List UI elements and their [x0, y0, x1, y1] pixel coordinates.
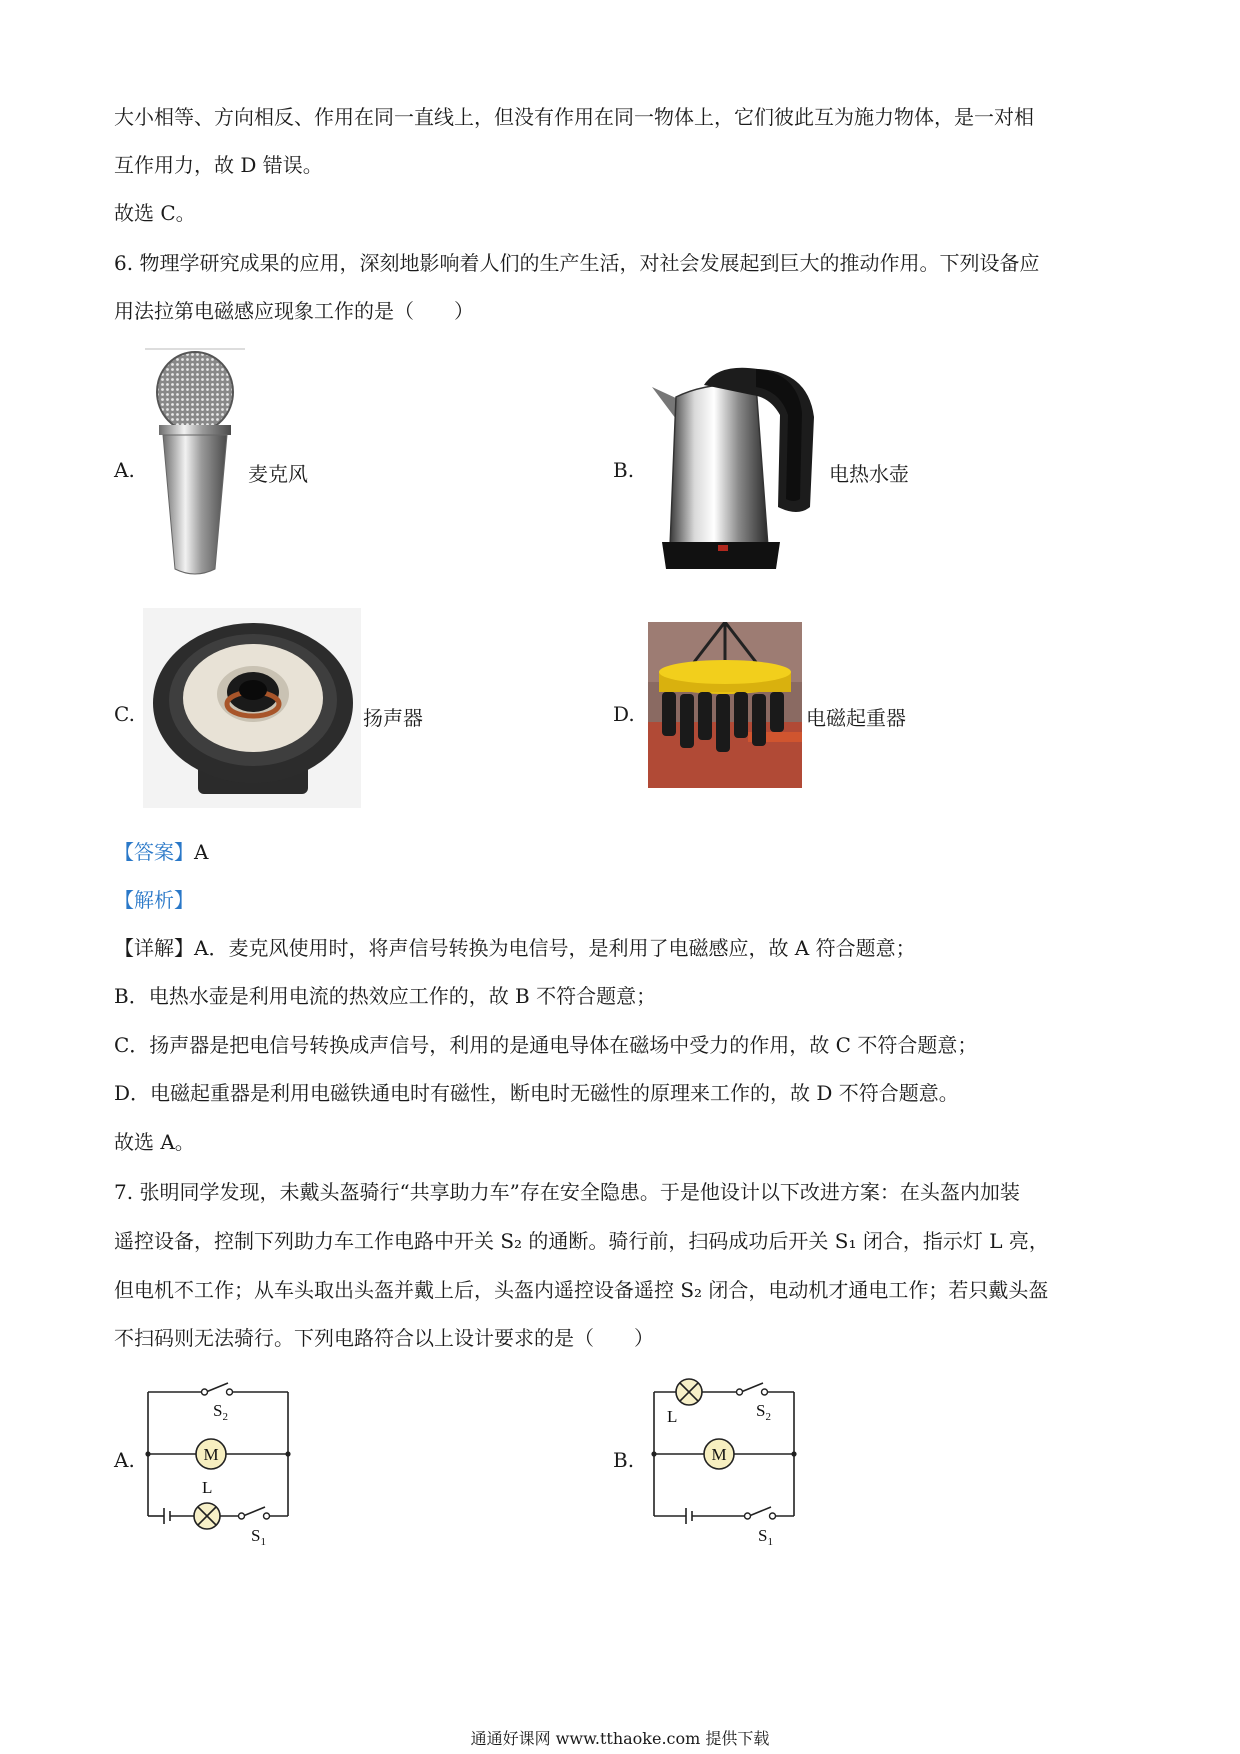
detail-tag: 【详解】: [114, 936, 194, 960]
analysis-tag: 【解析】: [114, 888, 194, 912]
option-b-letter: B.: [613, 458, 635, 482]
electromagnetic-crane-icon: [648, 622, 802, 788]
question-7-stem: 但电机不工作；从车头取出头盔并戴上后，头盔内遥控设备遥控 S₂ 闭合，电动机才通电工作；若只戴头盔: [114, 1278, 1049, 1302]
motor-label: M: [711, 1445, 727, 1464]
lamp-label: L: [202, 1478, 213, 1497]
option-d-label: 电磁起重器: [806, 706, 906, 730]
circuit-b-letter: B.: [613, 1448, 635, 1472]
s2-label: $S_2$: [756, 1401, 771, 1423]
circuit-a-letter: A.: [114, 1448, 135, 1472]
lamp-icon: [676, 1379, 702, 1405]
question-6-stem: 6. 物理学研究成果的应用，深刻地影响着人们的生产生活，对社会发展起到巨大的推动作用。下列设备应: [114, 251, 1040, 275]
text-line: 故选 C。: [114, 201, 196, 225]
detail-c: C．扬声器是把电信号转换成声信号，利用的是通电导体在磁场中受力的作用，故 C 不符合题意；: [114, 1033, 978, 1057]
detail-line: [114, 934, 916, 962]
motor-label: M: [203, 1445, 219, 1464]
lamp-icon: [194, 1503, 220, 1529]
s1-label: $S_1$: [758, 1526, 773, 1546]
question-7-stem: 不扫码则无法骑行。下列电路符合以上设计要求的是（ ）: [114, 1326, 654, 1350]
microphone-icon: [145, 347, 245, 579]
text-line: 互作用力，故 D 错误。: [114, 153, 323, 177]
conclusion: 故选 A。: [114, 1130, 195, 1154]
text-line: 大小相等、方向相反、作用在同一直线上，但没有作用在同一物体上，它们彼此互为施力物体，是一对相: [114, 105, 1034, 129]
page-footer: 通通好课网 www.tthaoke.com 提供下载: [470, 1729, 770, 1748]
answer-line: [114, 838, 208, 866]
option-b-label: 电热水壶: [829, 462, 909, 486]
question-7-stem: 7. 张明同学发现，未戴头盔骑行“共享助力车”存在安全隐患。于是他设计以下改进方案：在头盔内加装: [114, 1180, 1020, 1204]
question-6-stem: 用法拉第电磁感应现象工作的是（ ）: [114, 299, 474, 323]
s2-label: $S_2$: [213, 1401, 228, 1423]
circuit-a-diagram: [140, 1376, 300, 1546]
option-a-label: 麦克风: [248, 462, 308, 486]
circuit-b-diagram: [646, 1376, 806, 1546]
kettle-icon: [648, 357, 826, 571]
lamp-label: L: [667, 1407, 678, 1426]
detail-d: D．电磁起重器是利用电磁铁通电时有磁性，断电时无磁性的原理来工作的，故 D 不符合题意。: [114, 1081, 959, 1105]
detail-a: A．麦克风使用时，将声信号转换为电信号，是利用了电磁感应，故 A 符合题意；: [194, 936, 916, 960]
answer-tag: 【答案】: [114, 840, 194, 864]
answer-value: A: [194, 840, 209, 864]
option-a-letter: A.: [114, 458, 135, 482]
question-7-stem: 遥控设备，控制下列助力车工作电路中开关 S₂ 的通断。骑行前，扫码成功后开关 S₁ 闭合，指示灯 L 亮，: [114, 1229, 1049, 1253]
option-c-letter: C.: [114, 702, 135, 726]
option-c-label: 扬声器: [363, 706, 423, 730]
speaker-icon: [143, 608, 361, 808]
s1-label: $S_1$: [251, 1526, 266, 1546]
detail-b: B．电热水壶是利用电流的热效应工作的，故 B 不符合题意；: [114, 984, 657, 1008]
option-d-letter: D.: [613, 702, 635, 726]
